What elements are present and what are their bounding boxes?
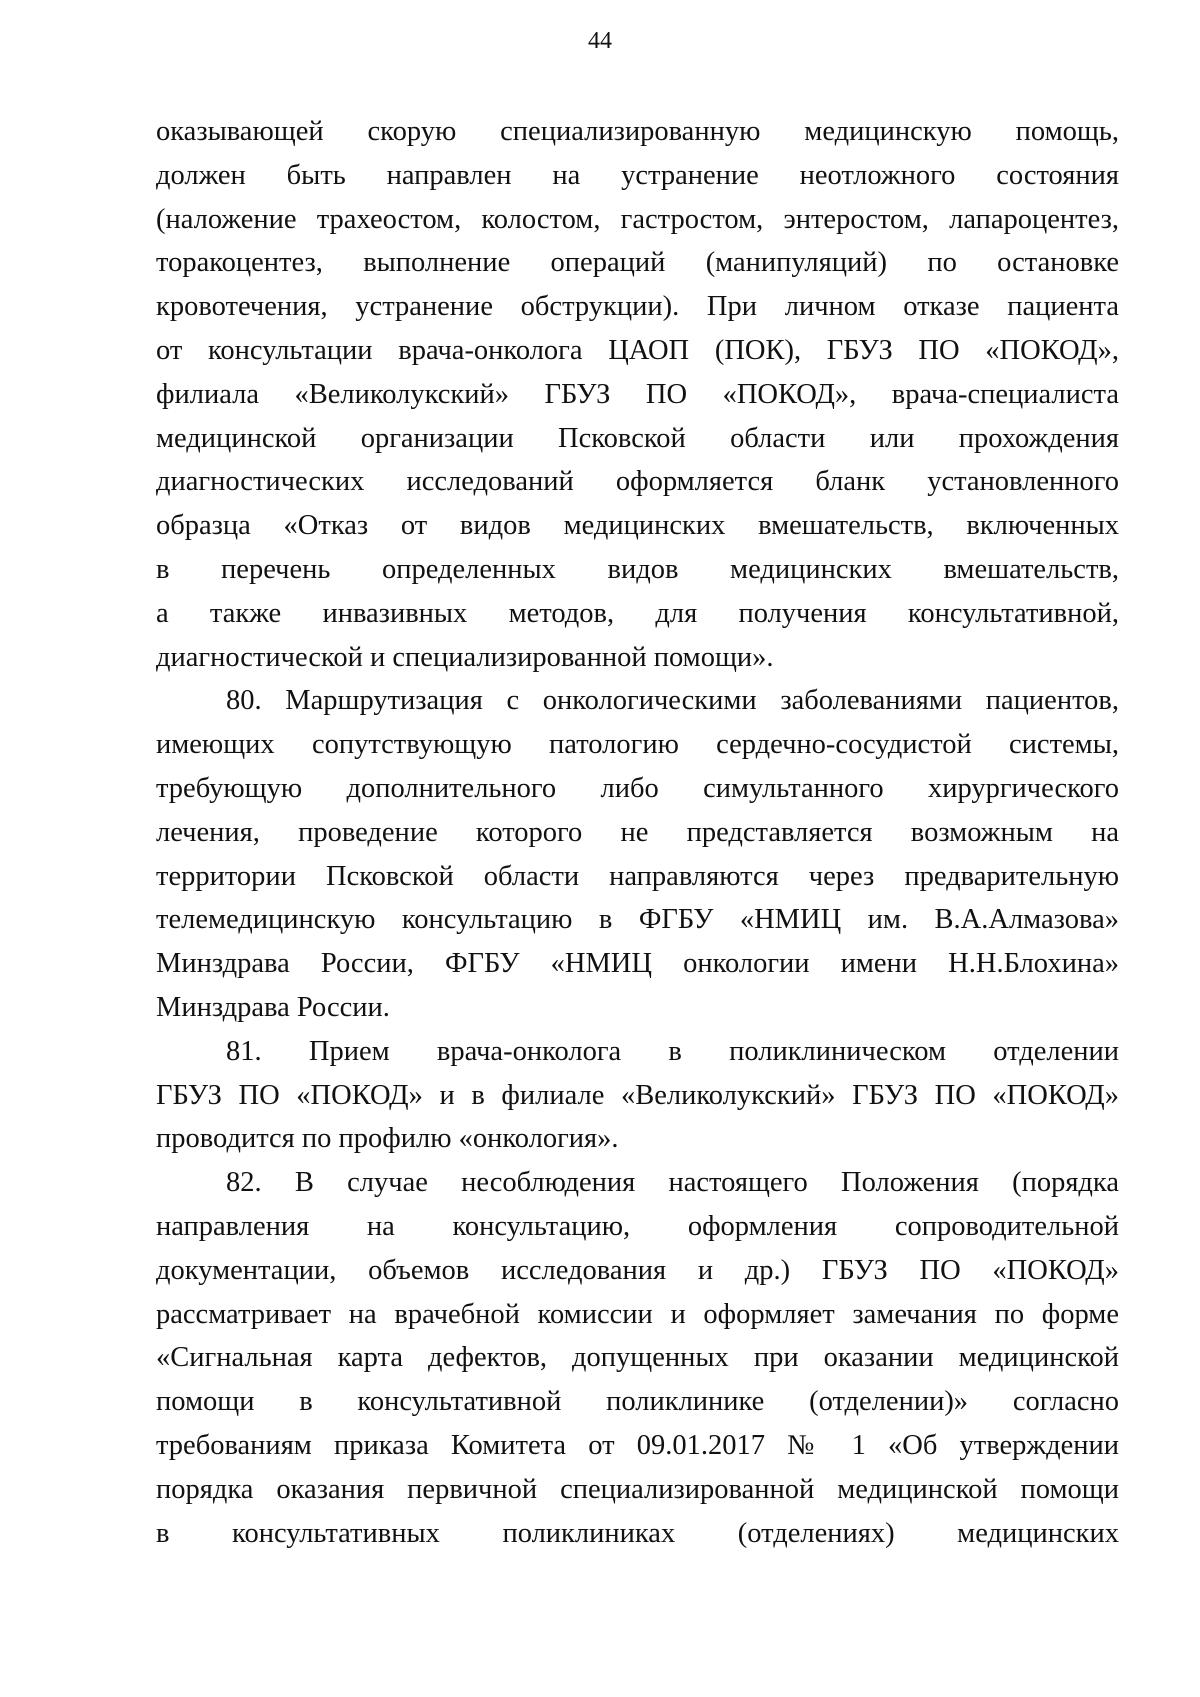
text-line: лечения, проведение которого не представляется возможным на [156, 816, 1119, 848]
text-line: оказывающей скорую специализированную медицинскую помощь, [156, 116, 1119, 147]
text-line: территории Псковской области направляются через предварительную [156, 860, 1119, 892]
text-line: помощи в консультативной поликлинике (отделении)» согласно [156, 1386, 1119, 1418]
text-line: филиала «Великолукский» ГБУЗ ПО «ПОКОД», врача-специалиста [156, 378, 1119, 410]
text-line: направления на консультацию, оформления сопроводительной [156, 1210, 1119, 1242]
text-line: в консультативных поликлиниках (отделениях) медицинских [156, 1517, 1119, 1549]
text-line: образца «Отказ от видов медицинских вмешательств, включенных [156, 510, 1119, 542]
text-line: кровотечения, устранение обструкции). При личном отказе пациента [156, 291, 1119, 323]
text-line: ГБУЗ ПО «ПОКОД» и в филиале «Великолукский» ГБУЗ ПО «ПОКОД» [156, 1079, 1119, 1111]
text-line: телемедицинскую консультацию в ФГБУ «НМИЦ им. В.А.Алмазова» [156, 904, 1119, 936]
text-line: проводится по профилю «онкология». [156, 1123, 619, 1155]
text-line: требованиям приказа Комитета от 09.01.2017 № 1 «Об утверждении [156, 1429, 1119, 1461]
text-line: 80. Маршрутизация с онкологическими заболеваниями пациентов, [226, 685, 1119, 717]
text-line: требующую дополнительного либо симультанного хирургического [156, 772, 1119, 804]
text-line: а также инвазивных методов, для получения консультативной, [156, 597, 1119, 629]
text-line: диагностических исследований оформляется бланк установленного [156, 466, 1119, 498]
text-line: в перечень определенных видов медицинских вмешательств, [156, 553, 1119, 585]
text-line: (наложение трахеостом, колостом, гастростом, энтеростом, лапароцентез, [156, 203, 1119, 235]
text-line: Минздрава России, ФГБУ «НМИЦ онкологии имени Н.Н.Блохина» [156, 948, 1119, 980]
text-line: рассматривает на врачебной комиссии и оформляет замечания по форме [156, 1298, 1119, 1330]
text-line: Минздрава России. [156, 991, 390, 1023]
text-line: 81. Прием врача-онколога в поликлиническом отделении [226, 1035, 1119, 1067]
text-line: имеющих сопутствующую патологию сердечно-сосудистой системы, [156, 729, 1119, 761]
text-line: от консультации врача-онколога ЦАОП (ПОК), ГБУЗ ПО «ПОКОД», [156, 334, 1119, 366]
page-number: 44 [588, 28, 612, 54]
text-line: медицинской организации Псковской области или прохождения [156, 422, 1119, 454]
text-line: диагностической и специализированной помощи». [156, 641, 774, 673]
text-line: порядка оказания первичной специализированной медицинской помощи [156, 1473, 1119, 1505]
body-text [156, 110, 1119, 1555]
text-line: должен быть направлен на устранение неотложного состояния [156, 159, 1119, 191]
text-line: документации, объемов исследования и др.) ГБУЗ ПО «ПОКОД» [156, 1254, 1119, 1286]
text-line: торакоцентез, выполнение операций (манипуляций) по остановке [156, 247, 1119, 279]
text-line: «Сигнальная карта дефектов, допущенных при оказании медицинской [156, 1342, 1119, 1374]
text-line: 82. В случае несоблюдения настоящего Положения (порядка [226, 1167, 1119, 1199]
